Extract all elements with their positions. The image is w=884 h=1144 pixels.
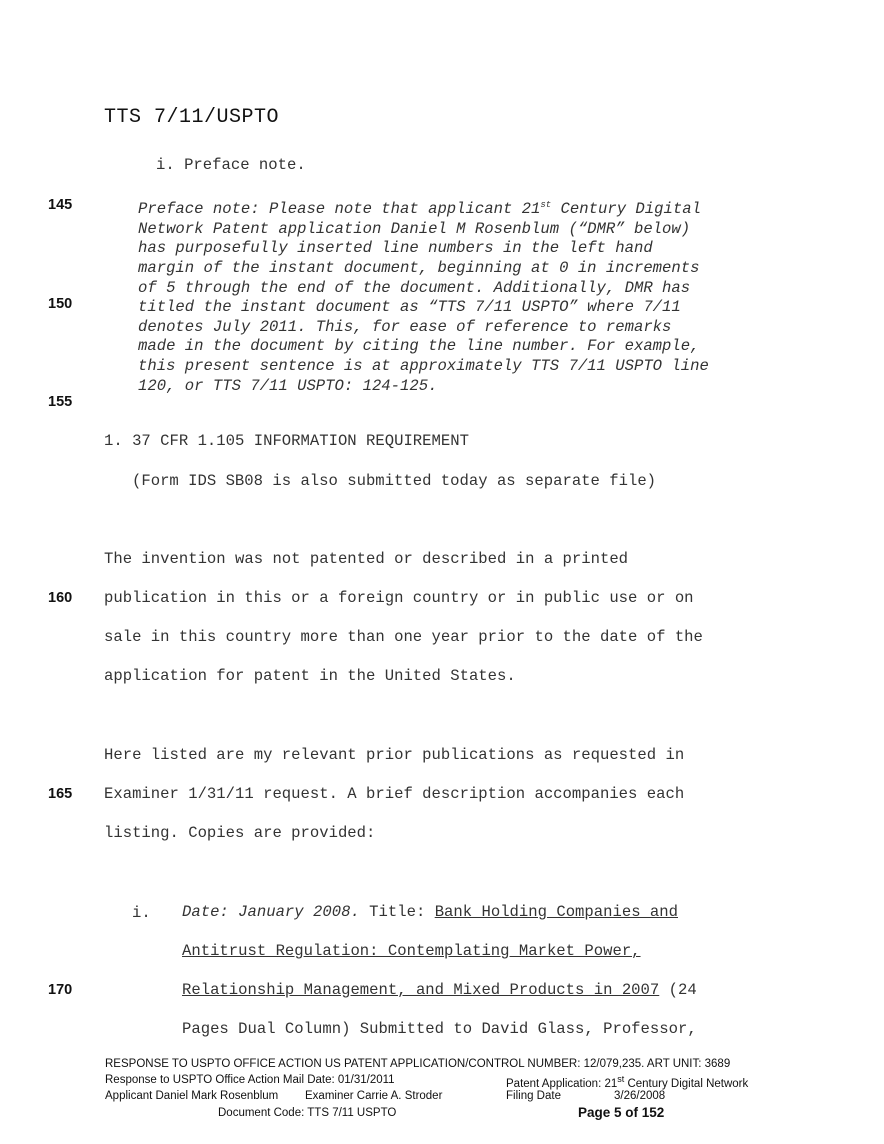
listing-line	[182, 932, 697, 971]
footer-examiner: Examiner Carrie A. Stroder	[305, 1090, 443, 1102]
listing-date: Date: January 2008.	[182, 903, 360, 921]
line-number: 155	[48, 394, 73, 410]
paragraph-line: listing. Copies are provided:	[104, 824, 376, 842]
document-title: TTS 7/11/USPTO	[104, 106, 280, 129]
section-heading: 1. 37 CFR 1.105 INFORMATION REQUIREMENT	[104, 432, 469, 450]
paragraph-publications-intro	[104, 736, 684, 853]
footer-patent-application: Patent Application: 21st Century Digital Network	[506, 1074, 749, 1090]
listing-line: Date: January 2008. Title: Bank Holding Companies and	[182, 903, 678, 921]
listing-title: Bank Holding Companies and	[434, 903, 678, 921]
paragraph-prior-art-statement	[104, 540, 703, 696]
preface-line: titled the instant document as “TTS 7/11 USPTO” where 7/11	[138, 298, 681, 317]
listing-item	[182, 893, 697, 1049]
preface-line: has purposefully inserted line numbers in the left hand	[138, 239, 653, 258]
paragraph-line: The invention was not patented or described in a printed	[104, 550, 629, 568]
listing-title: Relationship Management, and Mixed Products in 2007	[182, 981, 660, 999]
preface-heading: i. Preface note.	[156, 156, 306, 174]
footer-document-code: Document Code: TTS 7/11 USPTO	[218, 1107, 397, 1119]
preface-line: 120, or TTS 7/11 USPTO: 124-125.	[138, 376, 438, 395]
footer-mail-date: Response to USPTO Office Action Mail Date: 01/31/2011	[105, 1074, 395, 1086]
section-subheading: (Form IDS SB08 is also submitted today as separate file)	[132, 472, 657, 490]
paragraph-line: application for patent in the United States.	[104, 667, 516, 685]
footer-line: RESPONSE TO USPTO OFFICE ACTION US PATENT APPLICATION/CONTROL NUMBER: 12/079,235. ART UNIT: 3689	[105, 1058, 731, 1070]
preface-line: this present sentence is at approximately TTS 7/11 USPTO line	[138, 356, 709, 375]
preface-line: Preface note: Please note that applicant 21st Century Digital	[138, 200, 701, 219]
footer-filing-date: 3/26/2008	[614, 1090, 666, 1102]
preface-line: made in the document by citing the line number. For example,	[138, 337, 700, 356]
footer-applicant: Applicant Daniel Mark Rosenblum	[105, 1090, 279, 1102]
line-number: 145	[48, 197, 73, 213]
listing-line: Relationship Management, and Mixed Products in 2007 (24	[182, 981, 697, 999]
line-number: 150	[48, 296, 73, 312]
line-number: 165	[48, 786, 73, 802]
preface-line: denotes July 2011. This, for ease of reference to remarks	[138, 317, 672, 336]
listing-line: Pages Dual Column) Submitted to David Glass, Professor,	[182, 1020, 697, 1038]
paragraph-line: publication in this or a foreign country or in public use or on	[104, 589, 694, 607]
preface-line: Network Patent application Daniel M Rosenblum (“DMR” below)	[138, 219, 691, 238]
page-number: Page 5 of 152	[578, 1105, 665, 1120]
line-number: 160	[48, 590, 73, 606]
paragraph-line: Here listed are my relevant prior publications as requested in	[104, 746, 685, 764]
preface-line: margin of the instant document, beginning at 0 in increments	[138, 258, 700, 277]
listing-title: Antitrust Regulation: Contemplating Market Power,	[182, 942, 641, 960]
paragraph-line: Examiner 1/31/11 request. A brief description accompanies each	[104, 785, 685, 803]
paragraph-line: sale in this country more than one year prior to the date of the	[104, 628, 703, 646]
footer-filing-date-label: Filing Date	[506, 1090, 561, 1102]
listing-marker: i.	[132, 904, 151, 922]
preface-paragraph	[138, 196, 709, 396]
preface-line: of 5 through the end of the document. Additionally, DMR has	[138, 278, 691, 297]
line-number: 170	[48, 982, 73, 998]
